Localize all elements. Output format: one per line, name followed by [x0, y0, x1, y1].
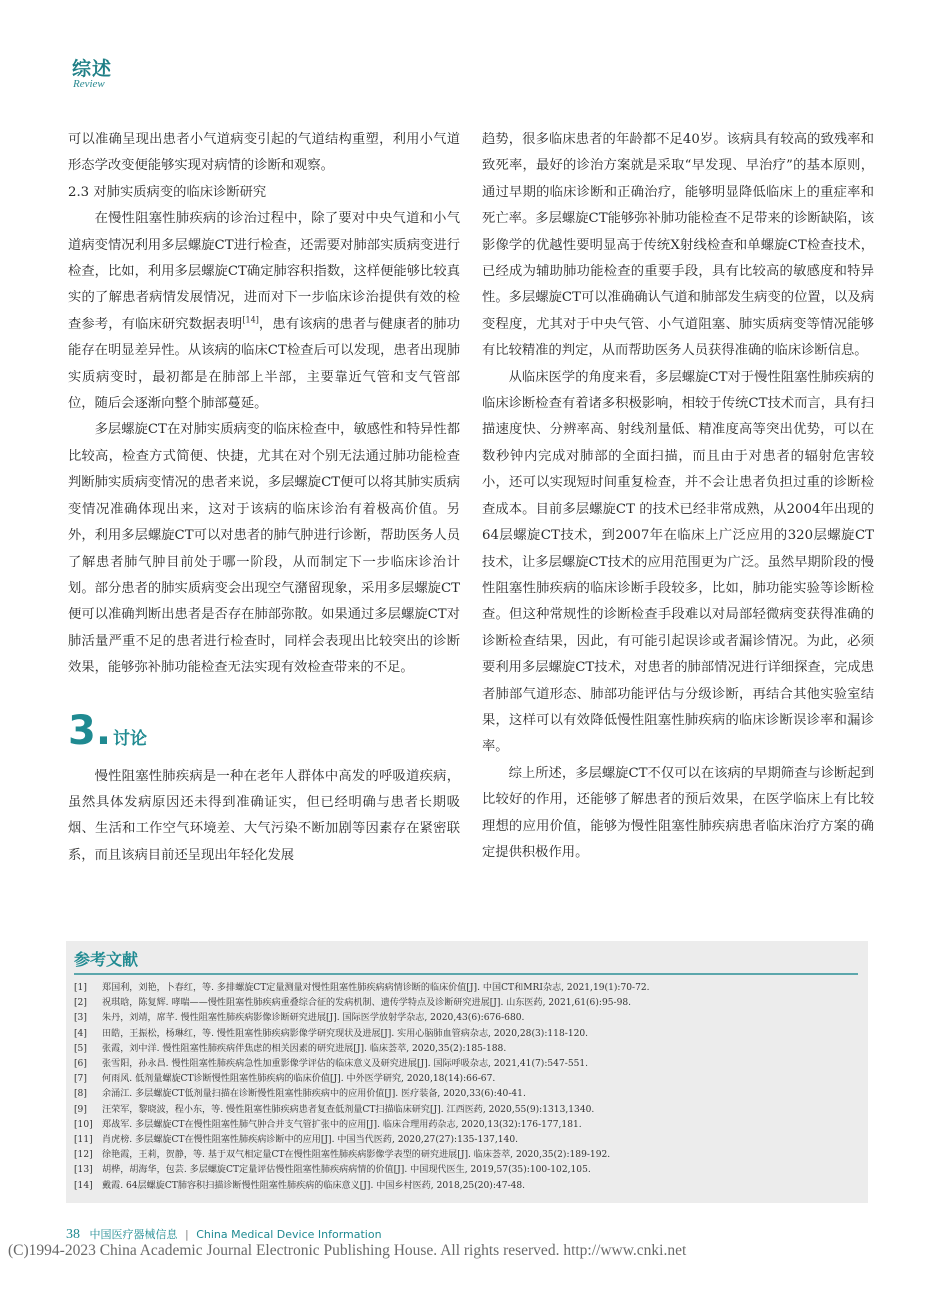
reference-number: [5] — [74, 1043, 87, 1054]
reference-number: [6] — [74, 1059, 87, 1070]
reference-text: 郑战军. 多层螺旋CT在慢性阻塞性肺气肿合并支气管扩张中的应用[J]. 临床合理用药杂志, 2020,13(32):176-177,181. — [102, 1119, 582, 1130]
reference-text: 汪荣军，黎晓波，程小东，等. 慢性阻塞性肺疾病患者复查低剂量CT扫描临床研究[J]. 江西医药, 2020,55(9):1313,1340. — [102, 1104, 595, 1115]
paragraph: 多层螺旋CT在对肺实质病变的临床检查中，敏感性和特异性都比较高，检查方式简便、快捷，尤其在对个别无法通过肺功能检查判断肺实质病变情况的患者来说，多层螺旋CT便可以将其肺实质病变情况准确体现出来，这对于该病的临床诊治有着极高价值。另外，利用多层螺旋CT可以对患者的肺气肿进行诊断，帮助医务人员了解患者肺气肿目前处于哪一阶段，从而制定下一步临床诊治计划。部分患者的肺实质病变会出现空气潴留现象，采用多层螺旋CT便可以准确判断出患者是否存在肺部弥散。如果通过多层螺旋CT对肺活量严重不足的患者进行检查时，同样会表现出比较突出的诊断效果，能够弥补肺功能检查无法实现有效检查带来的不足。 — [68, 422, 460, 676]
reference-text: 朱丹，刘靖，席芊. 慢性阻塞性肺疾病影像诊断研究进展[J]. 国际医学放射学杂志, 2020,43(6):676-680. — [102, 1013, 525, 1024]
subsection-heading: 2.3 对肺实质病变的临床诊断研究 — [68, 184, 267, 200]
reference-item — [74, 1148, 860, 1163]
reference-text: 何雨风. 低剂量螺旋CT诊断慢性阻塞性肺疾病的临床价值[J]. 中外医学研究, 2020,18(14):66-67. — [102, 1074, 496, 1085]
reference-item — [74, 1011, 860, 1026]
reference-number: [13] — [74, 1165, 93, 1176]
reference-item — [74, 981, 860, 996]
reference-item — [74, 1072, 860, 1087]
reference-item — [74, 1057, 860, 1072]
reference-text: 余涌江. 多层螺旋CT低剂量扫描在诊断慢性阻塞性肺疾病中的应用价值[J]. 医疗装备, 2020,33(6):40-41. — [102, 1089, 526, 1100]
references-divider — [74, 973, 858, 975]
reference-item — [74, 1118, 860, 1133]
reference-number: [10] — [74, 1119, 93, 1130]
right-column — [482, 127, 874, 866]
reference-item — [74, 1179, 860, 1194]
journal-name-en: China Medical Device Information — [196, 1228, 382, 1241]
citation-ref[interactable]: [14] — [242, 315, 259, 325]
paragraph: 从临床医学的角度来看，多层螺旋CT对于慢性阻塞性肺疾病的临床诊断检查有着诸多积极影响，相较于传统CT技术而言，具有扫描速度快、分辨率高、射线剂量低、精准度高等突出优势，可以在数秒钟内完成对肺部的全面扫描，而且由于对患者的辐射危害较小，还可以实现短时间重复检查，并不会让患者负担过重的诊断检查成本。目前多层螺旋CT 的技术已经非常成熟，从2004年出现的64层螺旋CT技术，到2007年在临床上广泛应用的320层螺旋CT技术，让多层螺旋CT技术的应用范围更为广泛。虽然早期阶段的慢性阻塞性肺疾病的临床诊断手段较多，比如，肺功能实验等诊断检查。但这种常规性的诊断检查手段难以对局部轻微病变获得准确的诊断检查结果，因此，有可能引起误诊或者漏诊情况。为此，必须要利用多层螺旋CT技术，对患者的肺部情况进行详细探查，完成患者肺部气道形态、肺部功能评估与分级诊断，再结合其他实验室结果，这样可以有效降低慢性阻塞性肺疾病的临床诊断误诊率和漏诊率。 — [482, 369, 874, 755]
reference-item — [74, 1133, 860, 1148]
journal-name: 中国医疗器械信息 — [89, 1228, 178, 1241]
reference-text: 胡桦，胡海华，包芸. 多层螺旋CT定量评估慢性阻塞性肺疾病病情的价值[J]. 中国现代医生, 2019,57(35):100-102,105. — [102, 1165, 591, 1176]
reference-number: [12] — [74, 1150, 93, 1161]
reference-text: 祝琪晗，陈复辉. 哮喘——慢性阻塞性肺疾病重叠综合征的发病机制、遗传学特点及诊断研究进展[J]. 山东医药, 2021,61(6):95-98. — [102, 998, 632, 1009]
reference-number: [4] — [74, 1028, 87, 1039]
reference-item — [74, 1027, 860, 1042]
reference-item — [74, 996, 860, 1011]
paragraph: 可以准确呈现出患者小气道病变引起的气道结构重塑，利用小气道形态学改变便能够实现对病情的诊断和观察。 — [68, 132, 460, 174]
reference-number: [11] — [74, 1135, 93, 1146]
left-column — [68, 127, 460, 869]
reference-text: 肖虎榜. 多层螺旋CT在慢性阻塞性肺疾病诊断中的应用[J]. 中国当代医药, 2020,27(27):135-137,140. — [102, 1135, 518, 1146]
reference-number: [14] — [74, 1180, 93, 1191]
page-footer — [66, 1226, 382, 1243]
reference-number: [8] — [74, 1089, 87, 1100]
paragraph-text: 在慢性阻塞性肺疾病的诊治过程中，除了要对中央气道和小气道病变情况利用多层螺旋CT进行检查，还需要对肺部实质病变进行检查，比如，利用多层螺旋CT确定肺容积指数，这样便能够比较真实的了解患者病情发展情况，进而对下一步临床诊治提供有效的检查参考，有临床研究数据表明 — [68, 211, 460, 332]
footer-divider: | — [185, 1228, 189, 1241]
reference-text: 郑国利，刘艳，卜春红，等. 多排螺旋CT定量测量对慢性阻塞性肺疾病病情诊断的临床价值[J]. 中国CT和MRI杂志, 2021,19(1):70-72. — [102, 983, 650, 993]
references-box — [66, 941, 868, 1203]
reference-text: 田皓，王振松，杨琳红，等. 慢性阻塞性肺疾病影像学研究现状及进展[J]. 实用心脑肺血管病杂志, 2020,28(3):118-120. — [102, 1028, 589, 1039]
reference-text: 张雪阳，孙永昌. 慢性阻塞性肺疾病急性加重影像学评估的临床意义及研究进展[J]. 国际呼吸杂志, 2021,41(7):547-551. — [102, 1059, 589, 1070]
reference-number: [3] — [74, 1013, 87, 1024]
section-label-en: Review — [73, 78, 105, 90]
reference-item — [74, 1042, 860, 1057]
paragraph: 慢性阻塞性肺疾病是一种在老年人群体中高发的呼吸道疾病，虽然具体发病原因还未得到准确证实，但已经明确与患者长期吸烟、生活和工作空气环境差、大气污染不断加剧等因素存在紧密联系，而且该病目前还呈现出年轻化发展 — [68, 768, 460, 863]
section-heading-discussion — [68, 708, 460, 754]
paragraph: 综上所述，多层螺旋CT不仅可以在该病的早期筛查与诊断起到比较好的作用，还能够了解患者的预后效果，在医学临床上有比较理想的应用价值，能够为慢性阻塞性肺疾病患者临床治疗方案的确定提供积极作用。 — [482, 765, 874, 860]
reference-number: [1] — [74, 983, 87, 993]
section-title: 讨论 — [113, 728, 148, 749]
references-title: 参考文献 — [74, 950, 139, 969]
reference-number: [2] — [74, 998, 87, 1009]
paragraph-text: ，患有该病的患者与健康者的肺功能存在明显差异性。从该病的临床CT检查后可以发现，患者出现肺实质病变时，最初都是在肺部上半部，主要靠近气管和支气管部位，随后会逐渐向整个肺部蔓延。 — [68, 316, 461, 412]
reference-number: [7] — [74, 1074, 87, 1085]
section-number: 3. — [68, 707, 112, 754]
page-number: 38 — [66, 1227, 80, 1242]
reference-text: 张霞，刘中洋. 慢性阻塞性肺疾病伴焦虑的相关因素的研究进展[J]. 临床荟萃, 2020,35(2):185-188. — [102, 1043, 507, 1054]
reference-item — [74, 1103, 860, 1118]
reference-number: [9] — [74, 1104, 87, 1115]
reference-item — [74, 1087, 860, 1102]
reference-text: 戴霞. 64层螺旋CT肺容积扫描诊断慢性阻塞性肺疾病的临床意义[J]. 中国乡村医药, 2018,25(20):47-48. — [102, 1180, 526, 1191]
reference-item — [74, 1163, 860, 1178]
copyright-line: (C)1994-2023 China Academic Journal Electronic Publishing House. All rights reserved. http://www.cnki.net — [8, 1242, 687, 1259]
paragraph — [68, 206, 460, 417]
references-list — [74, 981, 860, 1194]
section-label: 综述 — [72, 58, 113, 80]
reference-text: 徐艳霞，王莉，贺静，等. 基于双气相定量CT在慢性阻塞性肺疾病影像学表型的研究进展[J]. 临床荟萃, 2020,35(2):189-192. — [102, 1150, 611, 1161]
paragraph: 趋势，很多临床患者的年龄都不足40岁。该病具有较高的致残率和致死率，最好的诊治方案就是采取“早发现、早治疗”的基本原则，通过早期的临床诊断和正确治疗，能够明显降低临床上的重症率和死亡率。多层螺旋CT能够弥补肺功能检查不足带来的诊断缺陷，该影像学的优越性要明显高于传统X射线检查和单螺旋CT检查技术，已经成为辅助肺功能检查的重要手段，具有比较高的敏感度和特异性。多层螺旋CT可以准确确认气道和肺部发生病变的位置，以及病变程度，尤其对于中央气管、小气道阻塞、肺实质病变等情况能够有比较精准的判定，从而帮助医务人员获得准确的临床诊断信息。 — [482, 132, 874, 359]
